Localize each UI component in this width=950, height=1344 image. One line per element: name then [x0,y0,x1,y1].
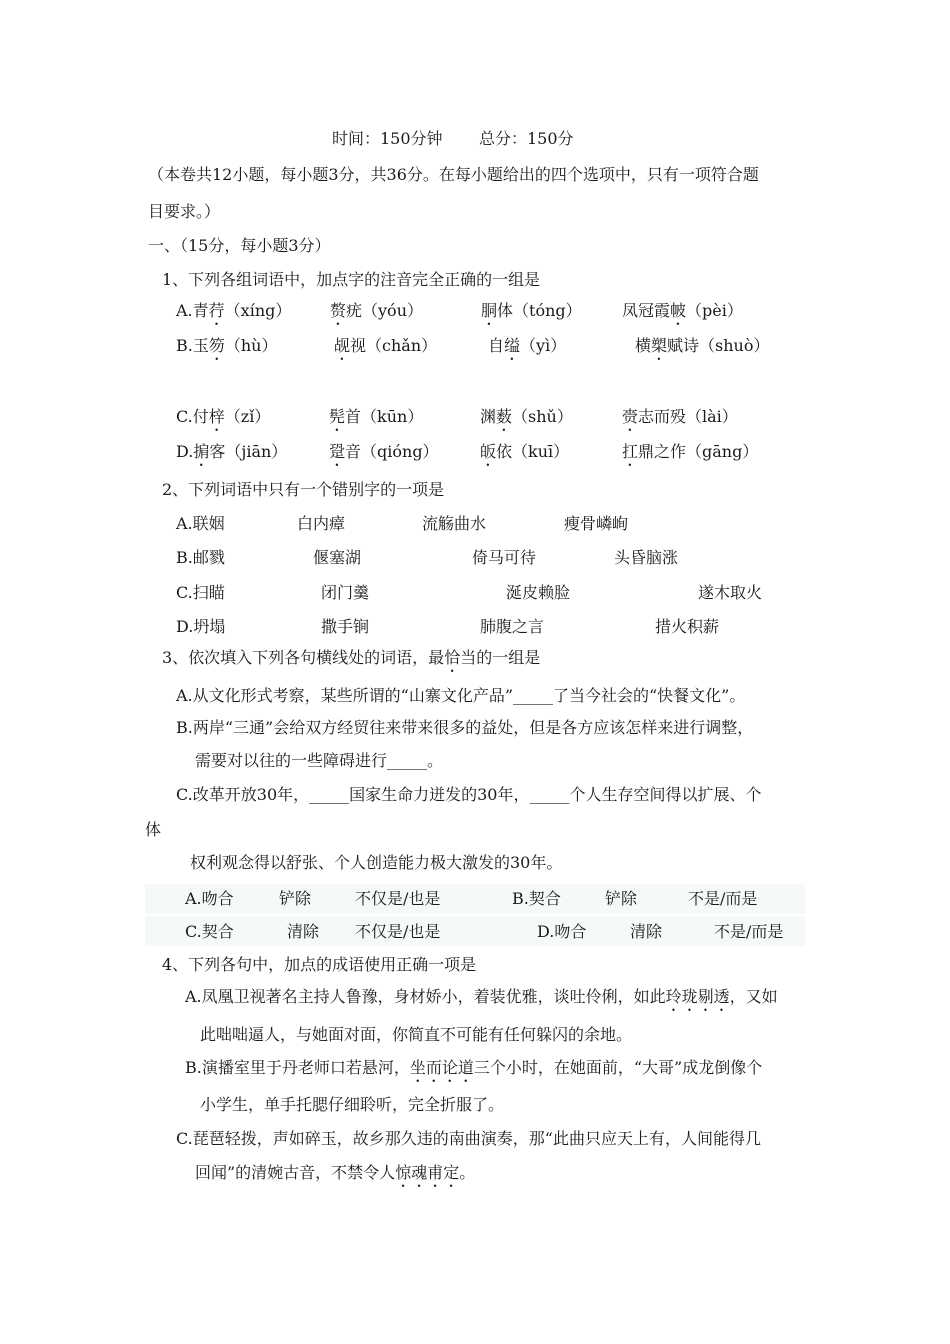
q3-opt-b-2: 铲除 [605,889,638,908]
q3-opt-a-1: A.吻合 [185,889,234,908]
q2-c-term-2: 闭门羹 [321,583,370,602]
instructions-line-1: （本卷共12小题，每小题3分，共36分。在每小题给出的四个选项中，只有一项符合题 [148,165,759,184]
q3-opt-d-2: 清除 [630,922,663,941]
q2-d-term-3: 肺腹之言 [480,617,545,636]
q1-d-term-2: 跫音（qióng） [329,442,439,461]
q2-a-term-3: 流觞曲水 [422,514,487,533]
q3-opt-b-3: 不是/而是 [688,889,758,908]
q3-opt-b-1: B.契合 [512,889,561,908]
instructions-line-2: 目要求。） [148,202,221,221]
question-3-sentence-b-2: 需要对以往的一些障碍进行_____。 [195,751,444,770]
question-4-sentence-b-1: B.演播室里于丹老师口若悬河，坐而论道三个小时，在她面前，“大哥”成龙倒像个 [185,1058,763,1077]
question-4-sentence-c-1: C.琵琶轻拨，声如碎玉，故乡那久违的南曲演奏，那“此曲只应天上有，人间能得几 [176,1129,761,1148]
q2-c-term-3: 涎皮赖脸 [506,583,571,602]
question-4-sentence-b-2: 小学生，单手托腮仔细聆听，完全折服了。 [200,1095,505,1114]
q3-opt-a-3: 不仅是/也是 [355,889,441,908]
q2-a-term-1: A.联姻 [176,514,225,533]
q2-b-term-1: B.邮戮 [176,548,225,567]
q1-a-term-1: A.青荇（xíng） [176,301,292,320]
q1-b-term-4: 横槊赋诗（shuò） [635,336,770,355]
q1-d-term-4: 扛鼎之作（gāng） [622,442,759,461]
q1-c-term-4: 赍志而殁（lài） [622,407,738,426]
question-3-sentence-c-2: 体 [145,820,162,839]
q2-d-term-4: 措火积薪 [655,617,720,636]
q2-b-term-3: 倚马可待 [472,548,537,567]
q1-b-term-2: 觇视（chǎn） [334,336,438,355]
question-3-sentence-c-1: C.改革开放30年，_____国家生命力迸发的30年，_____个人生存空间得以扩展、个 [176,785,762,804]
question-4-sentence-c-2: 回闻”的清婉古音，不禁令人惊魂甫定。 [195,1163,476,1182]
q3-opt-c-1: C.契合 [185,922,234,941]
q1-c-term-1: C.付梓（zǐ） [176,407,271,426]
q2-c-term-4: 遂木取火 [698,583,763,602]
question-4-sentence-a-2: 此咄咄逼人，与她面对面，你简直不可能有任何躲闪的余地。 [200,1025,633,1044]
q2-a-term-2: 白内瘴 [297,514,346,533]
exam-time: 时间：150分钟 [332,129,443,148]
q1-c-term-3: 渊薮（shǔ） [480,407,573,426]
question-2-stem: 2、下列词语中只有一个错别字的一项是 [162,480,445,499]
q1-a-term-4: 凤冠霞帔（pèi） [622,301,743,320]
question-3-stem: 3、依次填入下列各句横线处的词语，最恰当的一组是 [162,648,541,667]
q2-d-term-2: 撒手锏 [321,617,370,636]
q1-c-term-2: 髡首（kūn） [329,407,424,426]
q1-d-term-1: D.掮客（jiān） [176,442,288,461]
q3-opt-c-2: 清除 [287,922,320,941]
q3-opt-d-1: D.吻合 [537,922,587,941]
q1-d-term-3: 皈依（kuī） [480,442,570,461]
q1-a-term-2: 赘疣（yóu） [330,301,423,320]
question-4-sentence-a-1: A.凤凰卫视著名主持人鲁豫，身材娇小，着装优雅，谈吐伶俐，如此玲珑剔透，又如 [185,987,778,1006]
question-3-sentence-c-3: 权利观念得以舒张、个人创造能力极大激发的30年。 [190,853,563,872]
question-3-sentence-b-1: B.两岸“三通”会给双方经贸往来带来很多的益处，但是各方应该怎样来进行调整， [176,718,754,737]
options-shading-2 [145,916,805,946]
section-title: 一、（15分，每小题3分） [148,236,331,255]
q3-opt-d-3: 不是/而是 [714,922,784,941]
question-4-stem: 4、下列各句中，加点的成语使用正确一项是 [162,955,477,974]
q1-b-term-3: 自缢（yì） [488,336,567,355]
q3-opt-a-2: 铲除 [279,889,312,908]
question-1-stem: 1、下列各组词语中，加点字的注音完全正确的一组是 [162,270,541,289]
q2-b-term-2: 偃塞湖 [313,548,362,567]
q1-a-term-3: 胴体（tóng） [481,301,582,320]
q2-a-term-4: 瘦骨嶙峋 [564,514,629,533]
q2-b-term-4: 头昏脑涨 [614,548,679,567]
q2-d-term-1: D.坍塌 [176,617,226,636]
question-3-sentence-a: A.从文化形式考察，某些所谓的“山寨文化产品”_____了当今社会的“快餐文化”。 [176,686,746,705]
q2-c-term-1: C.扫瞄 [176,583,225,602]
q1-b-term-1: B.玉笏（hù） [176,336,278,355]
exam-total: 总分：150分 [479,129,574,148]
q3-opt-c-3: 不仅是/也是 [355,922,441,941]
